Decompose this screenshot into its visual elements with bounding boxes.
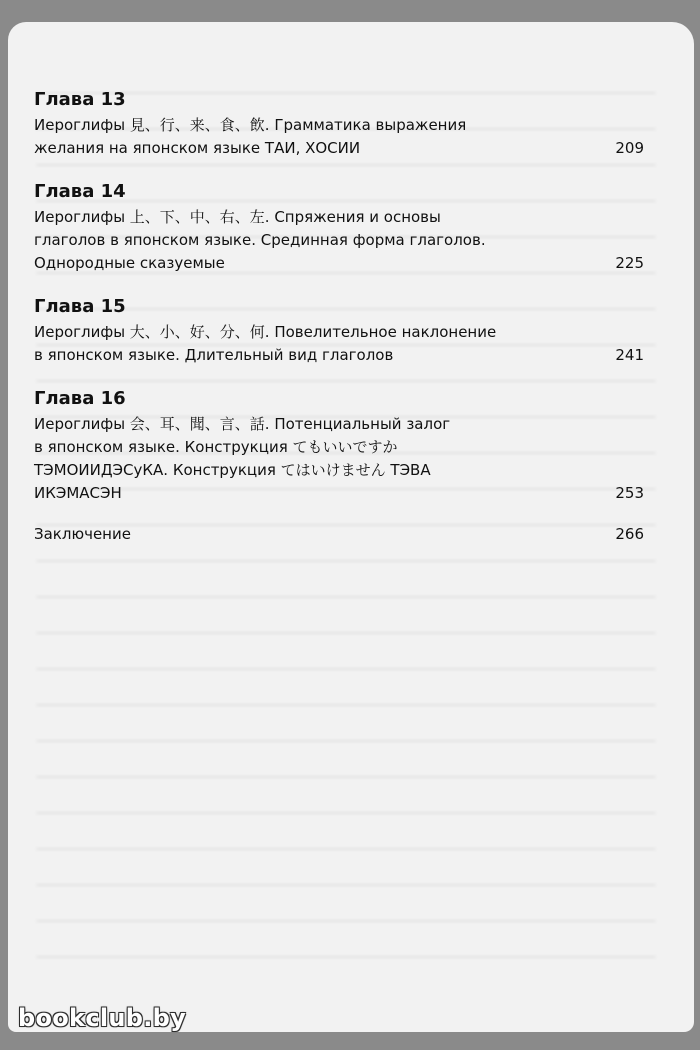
chapter-title: Глава 16 bbox=[34, 388, 126, 409]
entry-line: Иероглифы 大、小、好、分、何. Повелительное наклонение bbox=[34, 323, 497, 341]
entry-line: глаголов в японском языке. Срединная форма глаголов. bbox=[34, 231, 486, 249]
entry-line: ТЭМОИИДЭСуКА. Конструкция てはいけません ТЭВА bbox=[34, 461, 431, 479]
chapter-title: Глава 14 bbox=[34, 181, 126, 202]
page-number: 253 bbox=[615, 484, 644, 502]
entry-line: Иероглифы 見、行、来、食、飲. Грамматика выражения bbox=[34, 116, 467, 134]
entry-line: Иероглифы 会、耳、聞、言、話. Потенциальный залог bbox=[34, 415, 451, 433]
conclusion-entry bbox=[34, 523, 644, 546]
entry-line: Однородные сказуемые bbox=[34, 254, 225, 272]
page-number: 209 bbox=[615, 139, 644, 157]
book-page bbox=[8, 22, 694, 1032]
entry-line: в японском языке. Конструкция てもいいですか bbox=[34, 438, 398, 456]
site-watermark: bookclub.by bbox=[18, 1004, 187, 1032]
chapter-entry bbox=[34, 413, 644, 505]
chapter-entry bbox=[34, 114, 644, 160]
chapter-16 bbox=[34, 385, 644, 505]
conclusion-label: Заключение bbox=[34, 525, 131, 543]
chapter-14 bbox=[34, 178, 644, 275]
page-number: 266 bbox=[615, 525, 644, 543]
chapter-entry bbox=[34, 321, 644, 367]
chapter-title: Глава 13 bbox=[34, 89, 126, 110]
chapter-title: Глава 15 bbox=[34, 296, 126, 317]
entry-line: ИКЭМАСЭН bbox=[34, 484, 122, 502]
table-of-contents bbox=[34, 86, 644, 546]
chapter-15 bbox=[34, 293, 644, 367]
entry-line: Иероглифы 上、下、中、右、左. Спряжения и основы bbox=[34, 208, 441, 226]
chapter-entry bbox=[34, 206, 644, 275]
page-number: 241 bbox=[615, 346, 644, 364]
page-number: 225 bbox=[615, 254, 644, 272]
entry-line: в японском языке. Длительный вид глаголов bbox=[34, 346, 394, 364]
chapter-13 bbox=[34, 86, 644, 160]
entry-line: желания на японском языке ТАИ, ХОСИИ bbox=[34, 139, 361, 157]
